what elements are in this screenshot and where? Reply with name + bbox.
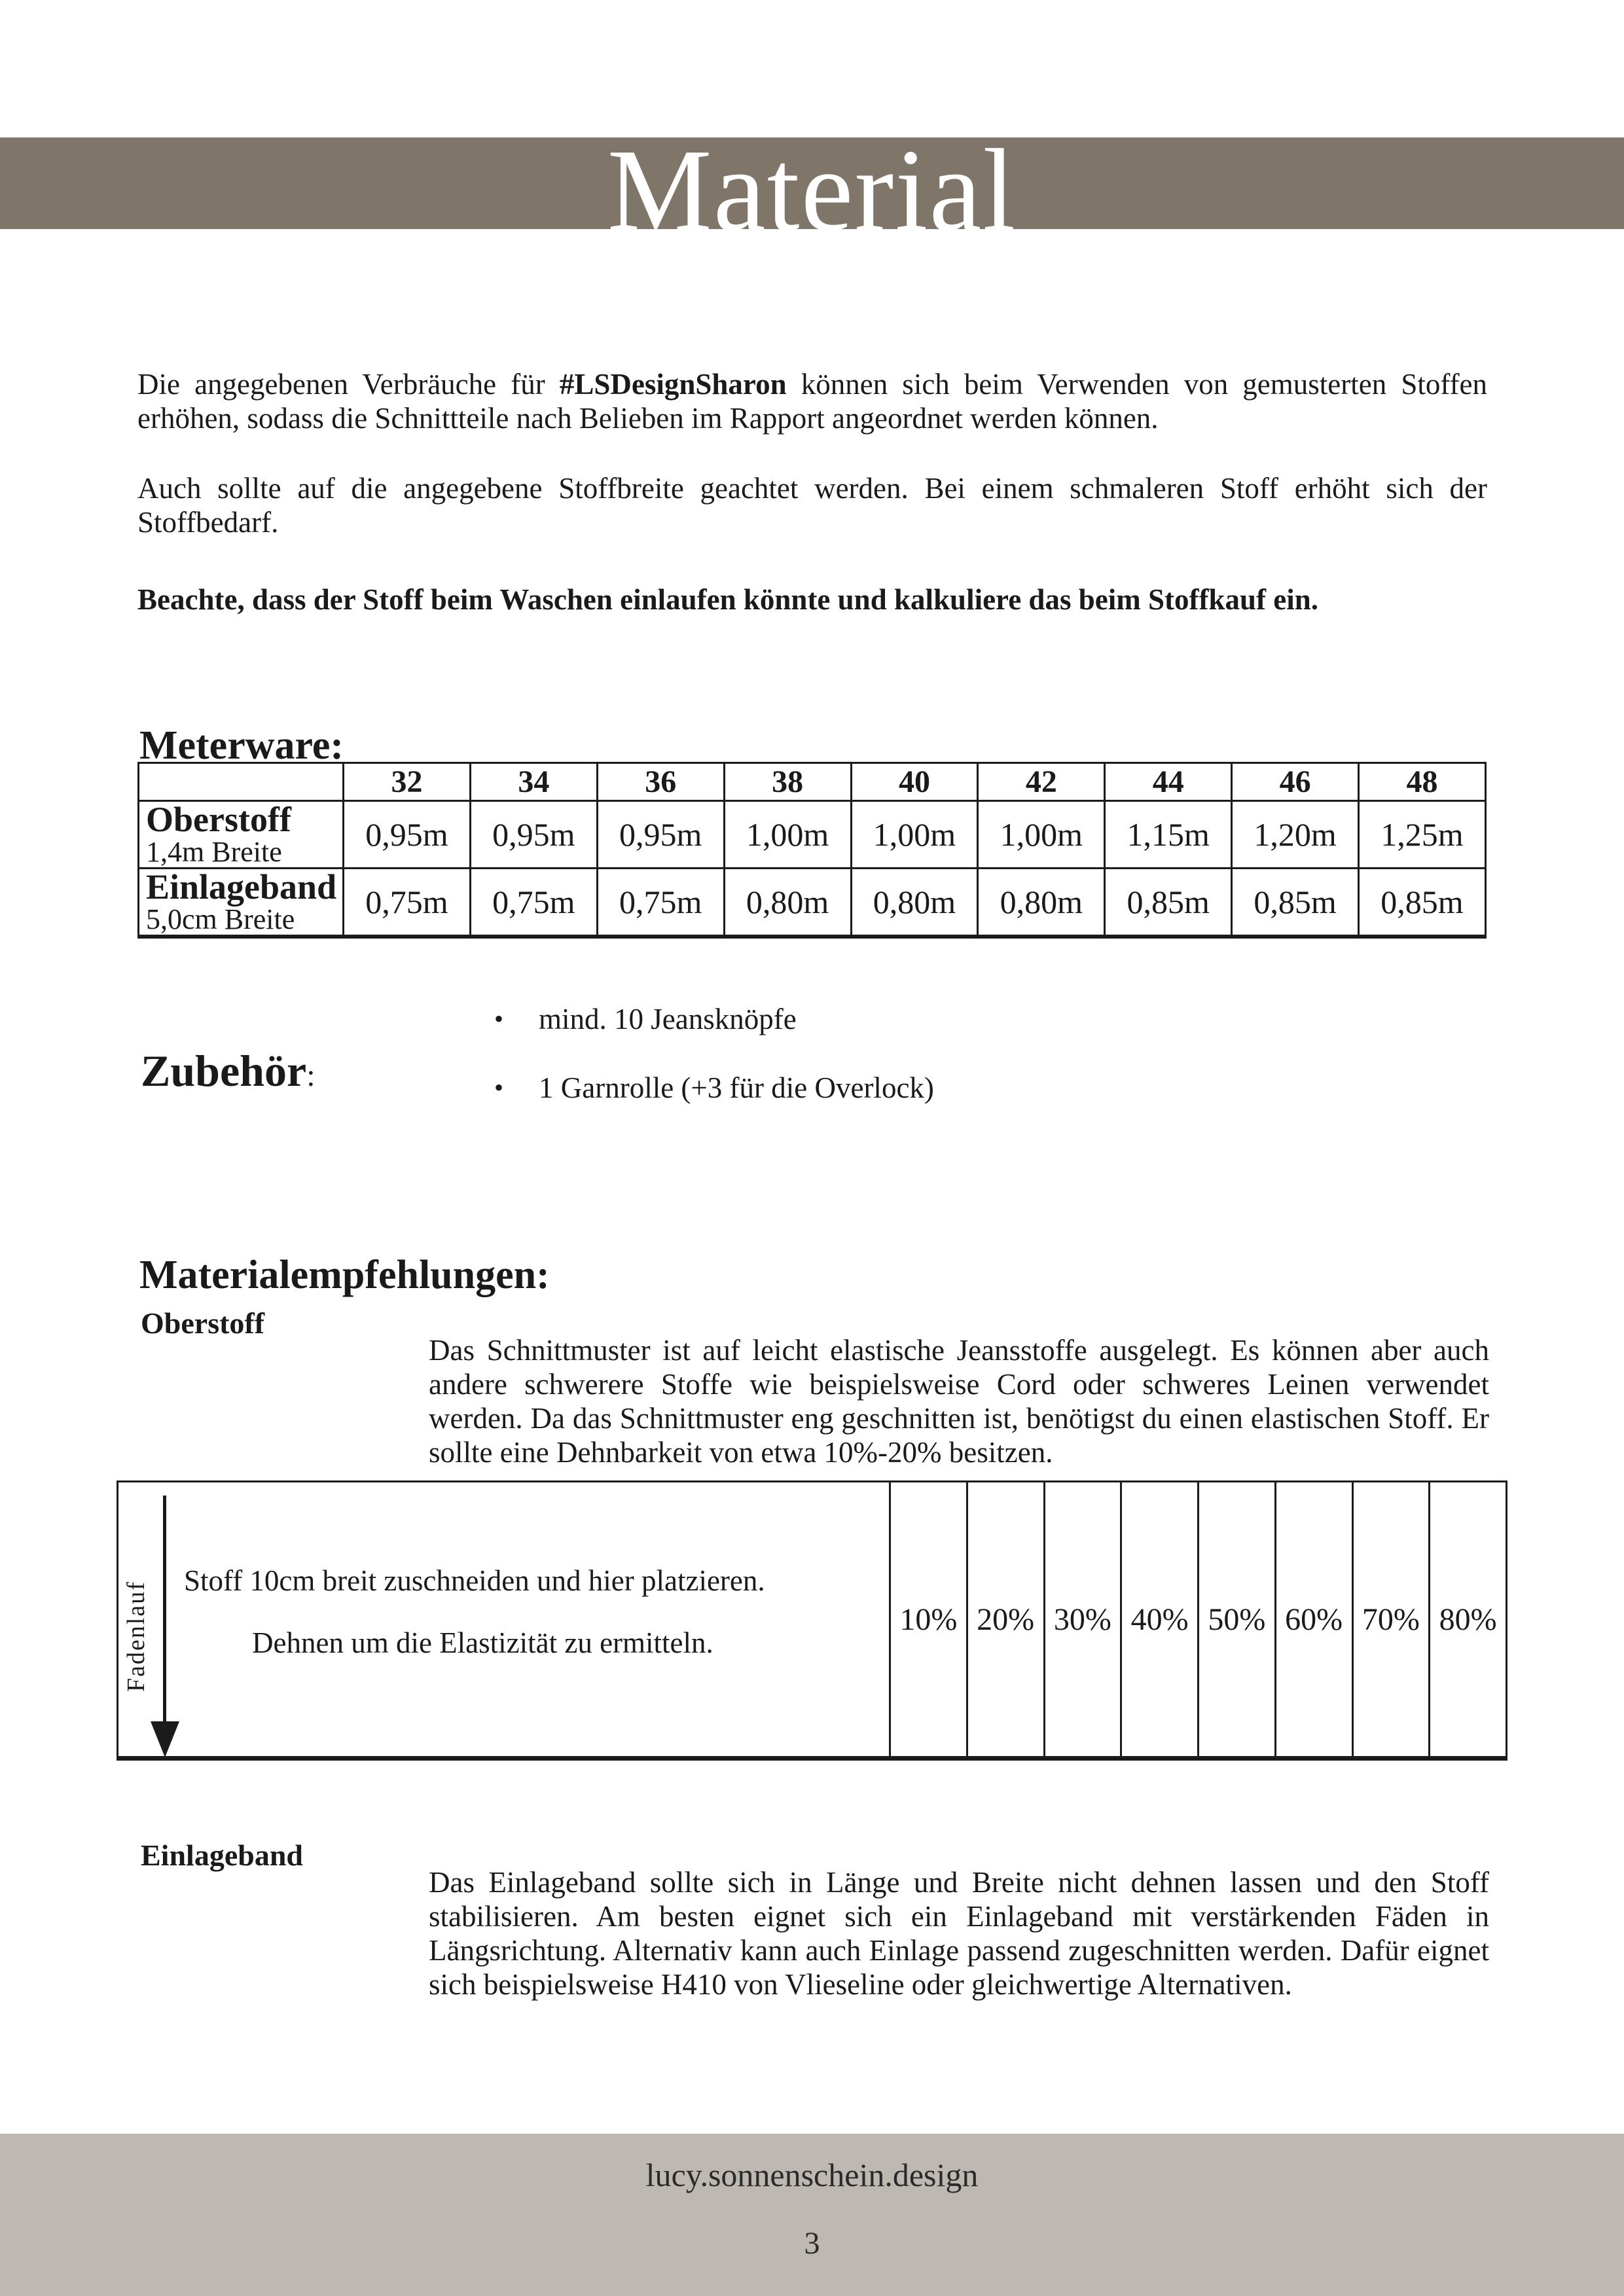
zubehoer-list bbox=[494, 1002, 934, 1139]
list-item bbox=[494, 1002, 934, 1036]
size-column-header: 36 bbox=[597, 763, 724, 801]
stretch-percent-cell: 80% bbox=[1428, 1482, 1506, 1756]
page-number: 3 bbox=[804, 2226, 820, 2261]
oberstoff-label: Oberstoff bbox=[141, 1306, 265, 1340]
table-cell: 1,25m bbox=[1359, 801, 1486, 869]
row-label: Oberstoff bbox=[146, 800, 291, 839]
meterware-heading: Meterware: bbox=[139, 723, 344, 768]
fadenlauf-label: Fadenlauf bbox=[122, 1581, 150, 1692]
table-cell: 0,75m bbox=[597, 868, 724, 936]
list-item-text: mind. 10 Jeansknöpfe bbox=[539, 1003, 797, 1035]
size-column-header: 44 bbox=[1105, 763, 1232, 801]
size-column-header: 46 bbox=[1232, 763, 1359, 801]
bullet-icon: • bbox=[494, 1073, 504, 1102]
table-cell: 0,75m bbox=[470, 868, 597, 936]
einlageband-recommendation-text: Das Einlageband sollte sich in Länge und Breite nicht dehnen lassen und den Stoff stabilisieren. Am besten eignet sich ein Einlageband mit verstärkenden Fäden in Längsrichtung. Alternativ kann auch Einlage passend zugeschnitten werden. Dafür eignet sich beispielsweise H410 von Vlieseline oder gleichwertige Alternativen. bbox=[429, 1866, 1489, 2001]
size-column-header: 38 bbox=[724, 763, 851, 801]
table-cell: 0,75m bbox=[344, 868, 471, 936]
zubehoer-heading bbox=[141, 1046, 316, 1096]
size-column-header: 40 bbox=[851, 763, 978, 801]
elasticity-instruction-line-1: Stoff 10cm breit zuschneiden und hier platzieren. bbox=[184, 1564, 765, 1597]
intro-paragraph-2: Auch sollte auf die angegebene Stoffbreite geachtet werden. Bei einem schmaleren Stoff erhöht sich der Stoffbedarf. bbox=[137, 472, 1487, 539]
size-column-header: 34 bbox=[470, 763, 597, 801]
zubehoer-heading-word: Zubehör bbox=[141, 1046, 307, 1096]
table-cell: 0,95m bbox=[597, 801, 724, 869]
table-cell: 0,80m bbox=[978, 868, 1105, 936]
list-item-text: 1 Garnrolle (+3 für die Overlock) bbox=[539, 1071, 934, 1104]
table-cell: 0,80m bbox=[724, 868, 851, 936]
table-cell: 0,80m bbox=[851, 868, 978, 936]
zubehoer-heading-colon: : bbox=[306, 1058, 316, 1094]
intro-paragraph-1-before: Die angegebenen Verbräuche für bbox=[137, 368, 560, 401]
row-sublabel: 5,0cm Breite bbox=[146, 903, 295, 936]
stretch-percent-cell: 60% bbox=[1274, 1482, 1352, 1756]
elasticity-instruction-line-2: Dehnen um die Elastizität zu ermitteln. bbox=[252, 1626, 713, 1659]
stretch-percent-cell: 30% bbox=[1043, 1482, 1121, 1756]
table-row-einlageband bbox=[139, 868, 1486, 936]
page-title: Material bbox=[607, 125, 1017, 255]
intro-paragraph-shrinkage-note: Beachte, dass der Stoff beim Waschen einlaufen könnte und kalkuliere das beim Stoffkauf ein. bbox=[137, 583, 1318, 616]
table-cell: 0,95m bbox=[470, 801, 597, 869]
meterware-table bbox=[137, 762, 1487, 939]
elasticity-test-box bbox=[117, 1480, 1507, 1761]
table-row-oberstoff bbox=[139, 801, 1486, 869]
table-cell: 0,85m bbox=[1359, 868, 1486, 936]
einlageband-label: Einlageband bbox=[141, 1839, 303, 1872]
table-cell: 1,15m bbox=[1105, 801, 1232, 869]
bullet-icon: • bbox=[494, 1004, 504, 1033]
intro-paragraph-1 bbox=[137, 367, 1487, 435]
stretch-percent-cell: 20% bbox=[966, 1482, 1043, 1756]
size-column-header: 42 bbox=[978, 763, 1105, 801]
size-column-header: 32 bbox=[344, 763, 471, 801]
meterware-header-row bbox=[139, 763, 1486, 801]
elasticity-instruction-zone bbox=[118, 1482, 889, 1756]
table-cell: 1,20m bbox=[1232, 801, 1359, 869]
table-cell: 0,95m bbox=[344, 801, 471, 869]
footer-brand-text: lucy.sonnenschein.design bbox=[645, 2157, 979, 2193]
table-cell: 1,00m bbox=[978, 801, 1105, 869]
empfehlungen-heading: Materialempfehlungen: bbox=[139, 1253, 550, 1298]
grainline-arrow-shaft bbox=[163, 1496, 166, 1725]
row-label: Einlageband bbox=[146, 867, 337, 906]
oberstoff-recommendation-text: Das Schnittmuster ist auf leicht elastische Jeansstoffe ausgelegt. Es können aber auch andere schwerere Stoffe wie beispielsweise Cord oder schweres Leinen verwendet werden. Da das Schnittmuster eng geschnitten ist, benötigst du einen elastischen Stoff. Er sollte eine Dehnbarkeit von etwa 10%-20% besitzen. bbox=[429, 1334, 1489, 1469]
list-item bbox=[494, 1071, 934, 1105]
stretch-percent-cell: 50% bbox=[1197, 1482, 1274, 1756]
table-cell: 0,85m bbox=[1105, 868, 1232, 936]
table-cell: 1,00m bbox=[851, 801, 978, 869]
size-column-header: 48 bbox=[1359, 763, 1486, 801]
stretch-percent-cell: 10% bbox=[889, 1482, 966, 1756]
row-sublabel: 1,4m Breite bbox=[146, 836, 282, 869]
design-hashtag: #LSDesignSharon bbox=[559, 368, 787, 401]
table-cell: 0,85m bbox=[1232, 868, 1359, 936]
table-corner-cell bbox=[139, 763, 344, 801]
row-header-einlageband bbox=[139, 868, 344, 936]
stretch-percent-cell: 40% bbox=[1120, 1482, 1197, 1756]
row-header-oberstoff bbox=[139, 801, 344, 869]
grainline-arrow-head-icon bbox=[151, 1721, 179, 1757]
table-cell: 1,00m bbox=[724, 801, 851, 869]
stretch-percent-cell: 70% bbox=[1352, 1482, 1429, 1756]
intro-paragraph-1-after: können sich beim Verwenden von gemusterten Stoffen erhöhen, sodass die Schnittteile nach Belieben im Rapport angeordnet werden können. bbox=[137, 368, 1487, 435]
